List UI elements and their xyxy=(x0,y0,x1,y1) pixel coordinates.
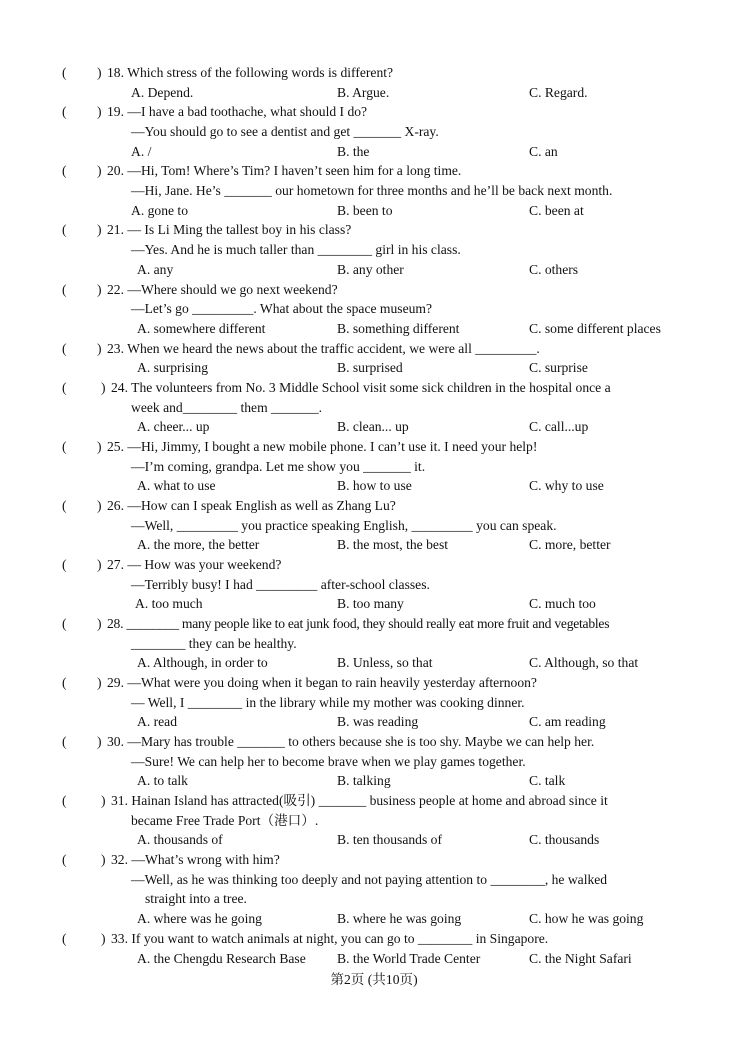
answer-paren-close: ) xyxy=(97,498,102,513)
answer-paren-open: ( xyxy=(62,282,67,297)
question-text-line: —Well, as he was thinking too deeply and not paying attention to ________, he walked xyxy=(131,872,608,887)
option-b: B. how to use xyxy=(337,478,412,493)
answer-paren-close: ) xyxy=(97,341,102,356)
question-text: 24. The volunteers from No. 3 Middle School visit some sick children in the hospital once a xyxy=(111,380,611,395)
option-b: B. any other xyxy=(337,262,404,277)
answer-paren-open: ( xyxy=(62,616,67,631)
answer-paren-open: ( xyxy=(62,104,67,119)
answer-paren-close: ) xyxy=(97,616,102,631)
answer-paren-open: ( xyxy=(62,380,67,395)
question-text-line: —Terribly busy! I had _________ after-school classes. xyxy=(131,577,430,592)
question-text: 23. When we heard the news about the traffic accident, we were all _________. xyxy=(107,341,540,356)
option-b: B. surprised xyxy=(337,360,403,375)
question-text: 29. —What were you doing when it began to rain heavily yesterday afternoon? xyxy=(107,675,537,690)
option-b: B. Unless, so that xyxy=(337,655,433,670)
answer-paren-close: ) xyxy=(97,557,102,572)
answer-paren-close: ) xyxy=(97,439,102,454)
question-text-line: — Well, I ________ in the library while my mother was cooking dinner. xyxy=(131,695,525,710)
option-b: B. clean... up xyxy=(337,419,409,434)
option-c: C. much too xyxy=(529,596,596,611)
option-c: C. Although, so that xyxy=(529,655,639,670)
option-a: A. the more, the better xyxy=(137,537,260,552)
question-text: 19. —I have a bad toothache, what should I do? xyxy=(107,104,368,119)
option-a: A. read xyxy=(137,714,178,729)
option-a: A. what to use xyxy=(137,478,216,493)
option-a: A. any xyxy=(137,262,174,277)
option-a: A. somewhere different xyxy=(137,321,266,336)
answer-paren-close: ) xyxy=(97,65,102,80)
answer-paren-close: ) xyxy=(101,931,106,946)
option-c: C. the Night Safari xyxy=(529,951,632,966)
option-b: B. the World Trade Center xyxy=(337,951,481,966)
option-c: C. how he was going xyxy=(529,911,644,926)
answer-paren-open: ( xyxy=(62,498,67,513)
option-b: B. talking xyxy=(337,773,391,788)
option-a: A. surprising xyxy=(137,360,208,375)
answer-paren-open: ( xyxy=(62,163,67,178)
option-a: A. to talk xyxy=(137,773,188,788)
question-text: 25. —Hi, Jimmy, I bought a new mobile phone. I can’t use it. I need your help! xyxy=(107,439,538,454)
question-text: 26. —How can I speak English as well as Zhang Lu? xyxy=(107,498,396,513)
question-text: 31. Hainan Island has attracted(吸引) _______ business people at home and abroad since it xyxy=(111,793,608,808)
answer-paren-close: ) xyxy=(101,380,106,395)
option-c: C. an xyxy=(529,144,558,159)
option-b: B. something different xyxy=(337,321,460,336)
answer-paren-open: ( xyxy=(62,931,67,946)
option-b: B. ten thousands of xyxy=(337,832,442,847)
option-a: A. too much xyxy=(135,596,203,611)
question-text: 21. — Is Li Ming the tallest boy in his class? xyxy=(107,222,352,237)
question-text: 22. —Where should we go next weekend? xyxy=(107,282,338,297)
question-text: 33. If you want to watch animals at night, you can go to ________ in Singapore. xyxy=(111,931,549,946)
option-a: A. Depend. xyxy=(131,85,194,100)
option-a: A. gone to xyxy=(131,203,189,218)
option-b: B. been to xyxy=(337,203,393,218)
option-c: C. been at xyxy=(529,203,584,218)
option-b: B. where he was going xyxy=(337,911,462,926)
option-b: B. the xyxy=(337,144,370,159)
answer-paren-close: ) xyxy=(101,852,106,867)
answer-paren-open: ( xyxy=(62,852,67,867)
option-b: B. too many xyxy=(337,596,404,611)
answer-paren-open: ( xyxy=(62,675,67,690)
option-c: C. others xyxy=(529,262,579,277)
question-text-line: —Let’s go _________. What about the space museum? xyxy=(131,301,433,316)
option-a: A. cheer... up xyxy=(137,419,210,434)
option-b: B. Argue. xyxy=(337,85,390,100)
answer-paren-close: ) xyxy=(101,793,106,808)
answer-paren-open: ( xyxy=(62,793,67,808)
answer-paren-close: ) xyxy=(97,734,102,749)
answer-paren-close: ) xyxy=(97,222,102,237)
answer-paren-open: ( xyxy=(62,439,67,454)
question-text: 27. — How was your weekend? xyxy=(107,557,282,572)
answer-paren-open: ( xyxy=(62,557,67,572)
option-c: C. some different places xyxy=(529,321,661,336)
answer-paren-close: ) xyxy=(97,163,102,178)
answer-paren-open: ( xyxy=(62,341,67,356)
question-text: 32. —What’s wrong with him? xyxy=(111,852,280,867)
option-c: C. am reading xyxy=(529,714,606,729)
answer-paren-close: ) xyxy=(97,104,102,119)
option-c: C. Regard. xyxy=(529,85,588,100)
option-c: C. surprise xyxy=(529,360,588,375)
question-text-line: ________ they can be healthy. xyxy=(131,636,297,651)
option-c: C. talk xyxy=(529,773,566,788)
question-text: 20. —Hi, Tom! Where’s Tim? I haven’t seen him for a long time. xyxy=(107,163,462,178)
option-c: C. call...up xyxy=(529,419,589,434)
question-text-line: —Sure! We can help her to become brave when we play games together. xyxy=(131,754,526,769)
question-text-line: became Free Trade Port（港口）. xyxy=(131,813,319,828)
answer-paren-close: ) xyxy=(97,282,102,297)
option-a: A. thousands of xyxy=(137,832,223,847)
option-b: B. the most, the best xyxy=(337,537,449,552)
answer-paren-open: ( xyxy=(62,65,67,80)
option-a: A. Although, in order to xyxy=(137,655,268,670)
answer-paren-close: ) xyxy=(97,675,102,690)
page-footer: 第2页 (共10页) xyxy=(330,972,418,987)
question-text: 28. ________ many people like to eat junk food, they should really eat more fruit and vegetables xyxy=(107,616,610,631)
answer-paren-open: ( xyxy=(62,734,67,749)
question-text-line: —Yes. And he is much taller than ________ girl in his class. xyxy=(131,242,461,257)
option-a: A. where was he going xyxy=(137,911,262,926)
option-c: C. why to use xyxy=(529,478,604,493)
question-text-line: —Well, _________ you practice speaking English, _________ you can speak. xyxy=(131,518,557,533)
question-text: 30. —Mary has trouble _______ to others because she is too shy. Maybe we can help her. xyxy=(107,734,595,749)
option-b: B. was reading xyxy=(337,714,419,729)
option-a: A. the Chengdu Research Base xyxy=(137,951,306,966)
option-a: A. / xyxy=(131,144,152,159)
question-text-line: —I’m coming, grandpa. Let me show you _______ it. xyxy=(131,459,426,474)
question-text-line: straight into a tree. xyxy=(145,891,247,906)
question-text-line: —Hi, Jane. He’s _______ our hometown for three months and he’ll be back next month. xyxy=(131,183,613,198)
question-text-line: week and________ them _______. xyxy=(131,400,323,415)
question-text: 18. Which stress of the following words is different? xyxy=(107,65,394,80)
option-c: C. more, better xyxy=(529,537,611,552)
option-c: C. thousands xyxy=(529,832,600,847)
answer-paren-open: ( xyxy=(62,222,67,237)
question-text-line: —You should go to see a dentist and get _______ X-ray. xyxy=(131,124,439,139)
